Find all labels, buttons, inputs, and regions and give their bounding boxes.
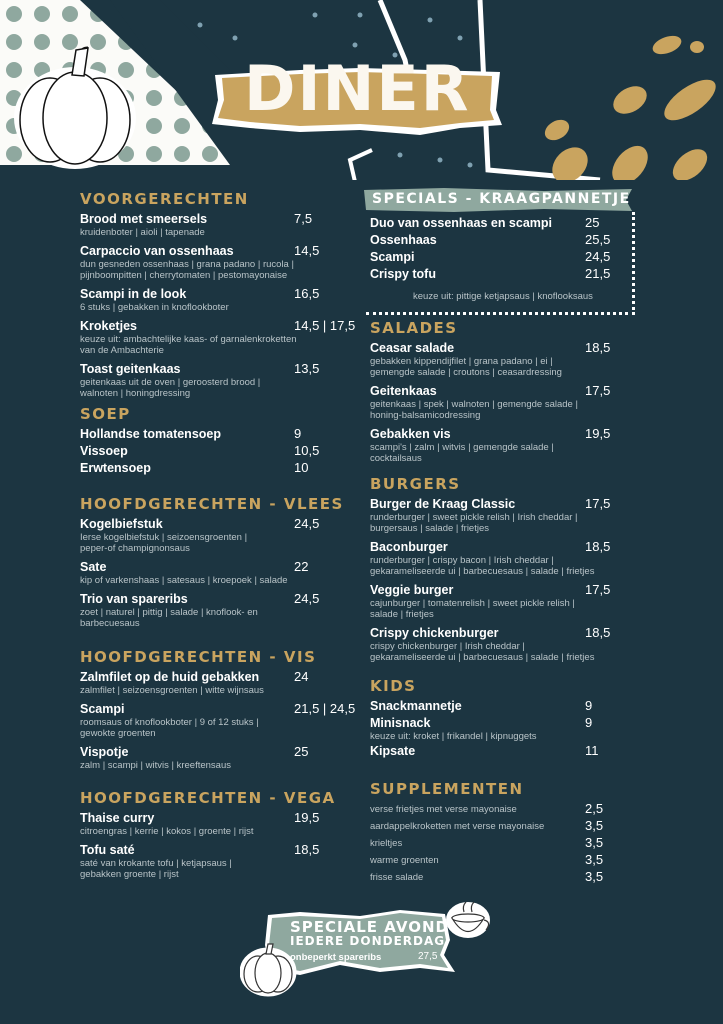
item-price: 22 <box>294 559 309 574</box>
menu-item <box>80 842 360 880</box>
menu-item <box>370 539 650 577</box>
item-description: 6 stuks | gebakken in knoflookboter <box>80 302 229 313</box>
item-name: verse frietjes met verse mayonaise <box>370 804 517 815</box>
item-price: 19,5 <box>585 426 611 441</box>
item-description: zalm | scampi | witvis | kreeftensaus <box>80 760 232 771</box>
item-price: 18,5 <box>585 625 611 640</box>
menu-item <box>370 625 650 663</box>
item-price: 14,5 | 17,5 <box>294 318 356 333</box>
menu-item <box>370 869 650 886</box>
menu-item <box>80 559 360 586</box>
item-price: 21,5 <box>585 266 611 281</box>
item-description: zoet | naturel | pittig | salade | knoflook- en <box>80 607 258 618</box>
menu-item <box>370 715 650 742</box>
section-burgers <box>370 475 650 668</box>
item-name: Sate <box>80 560 107 574</box>
menu-item <box>80 669 360 696</box>
menu-item <box>80 516 360 554</box>
item-description: peper-of champignonsaus <box>80 543 190 554</box>
section-title: SOEP <box>80 405 131 423</box>
item-name: Crispy tofu <box>370 267 436 281</box>
item-name: Burger de Kraag Classic <box>370 497 516 511</box>
item-price: 9 <box>585 698 593 713</box>
section-title: BURGERS <box>370 475 461 493</box>
item-name: Kroketjes <box>80 319 137 333</box>
item-description: crispy chickenburger | Irish cheddar | <box>370 641 525 652</box>
item-price: 21,5 | 24,5 <box>294 701 356 716</box>
item-name: Carpaccio van ossenhaas <box>80 244 234 258</box>
item-description: geitenkaas uit de oven | geroosterd brood | <box>80 377 261 388</box>
menu-item <box>370 852 650 869</box>
specials-section <box>370 215 650 283</box>
section-title: HOOFDGERECHTEN - VEGA <box>80 789 336 807</box>
item-price: 10 <box>294 460 309 475</box>
page-title: DINER <box>244 52 471 125</box>
item-price: 25 <box>585 215 600 230</box>
item-description: honing-balsamicodressing <box>370 410 481 421</box>
item-price: 9 <box>294 426 302 441</box>
item-name: frisse salade <box>370 872 424 883</box>
item-price: 17,5 <box>585 383 611 398</box>
cup-icon <box>448 902 489 936</box>
menu-item <box>370 835 650 852</box>
banner-price: 27,5 <box>418 951 438 962</box>
item-description: kruidenboter | aioli | tapenade <box>80 227 205 238</box>
section-hoofdgerechten-vis <box>80 648 360 776</box>
item-name: Vispotje <box>80 745 129 759</box>
item-description: gebakken kippendijfilet | grana padano | ei | <box>370 356 553 367</box>
item-description: keuze uit: kroket | frikandel | kipnuggets <box>370 731 537 742</box>
section-hoofdgerechten-vlees <box>80 495 360 634</box>
item-name: Geitenkaas <box>370 384 437 398</box>
item-name: Baconburger <box>370 540 448 554</box>
menu-item <box>370 496 650 534</box>
menu-item <box>370 818 650 835</box>
section-soep <box>80 405 360 477</box>
section-title: SUPPLEMENTEN <box>370 780 524 798</box>
banner-title: SPECIALE AVOND <box>290 918 449 936</box>
item-price: 17,5 <box>585 496 611 511</box>
menu-item <box>370 743 650 759</box>
item-description: pijnboompitten | cherrytomaten | pestomayonaise <box>80 270 288 281</box>
item-name: Minisnack <box>370 716 431 730</box>
section-voorgerechten <box>80 190 360 404</box>
item-description: citroengras | kerrie | kokos | groente | rijst <box>80 826 254 837</box>
item-description: gekarameliseerde ui | barbecuesaus | salade | frietjes <box>370 652 595 663</box>
menu-item <box>370 249 650 265</box>
section-title: SALADES <box>370 319 458 337</box>
section-kids <box>370 677 650 760</box>
item-name: Hollandse tomatensoep <box>80 427 221 441</box>
item-description: zalmfilet | seizoensgroenten | witte wijnsaus <box>80 685 264 696</box>
menu-item <box>80 460 360 476</box>
item-name: aardappelkroketten met verse mayonaise <box>370 821 545 832</box>
section-title: HOOFDGERECHTEN - VIS <box>80 648 317 666</box>
item-description: gebakken groente | rijst <box>80 869 179 880</box>
section-salades <box>370 319 650 469</box>
menu-item <box>370 232 650 248</box>
item-price: 16,5 <box>294 286 320 301</box>
item-name: Kogelbiefstuk <box>80 517 163 531</box>
item-description: geitenkaas | spek | walnoten | gemengde salade | <box>370 399 578 410</box>
item-name: Veggie burger <box>370 583 454 597</box>
item-description: roomsaus of knoflookboter | 9 of 12 stuks | <box>80 717 259 728</box>
menu-item <box>80 744 360 771</box>
menu-item <box>80 701 360 739</box>
item-name: Gebakken vis <box>370 427 451 441</box>
item-description: runderburger | sweet pickle relish | Irish cheddar | <box>370 512 578 523</box>
section-supplementen <box>370 780 650 886</box>
item-description: runderburger | crispy bacon | Irish cheddar | <box>370 555 554 566</box>
item-price: 3,5 <box>585 852 604 867</box>
specials-title: SPECIALS - KRAAGPANNETJE <box>372 191 631 207</box>
menu-item <box>370 698 650 714</box>
item-price: 24,5 <box>294 516 320 531</box>
item-name: Ossenhaas <box>370 233 437 247</box>
menu-item <box>80 443 360 459</box>
item-description: salade | frietjes <box>370 609 434 620</box>
item-name: Vissoep <box>80 444 128 458</box>
item-price: 24 <box>294 669 309 684</box>
item-price: 18,5 <box>585 539 611 554</box>
item-description: scampi's | zalm | witvis | gemengde salade | <box>370 442 554 453</box>
item-price: 2,5 <box>585 801 604 816</box>
item-description: Ierse kogelbiefstuk | seizoensgroenten | <box>80 532 248 543</box>
item-price: 11 <box>585 743 599 758</box>
item-description: kip of varkenshaas | satesaus | kroepoek | salade <box>80 575 288 586</box>
item-price: 25 <box>294 744 309 759</box>
item-name: Zalmfilet op de huid gebakken <box>80 670 260 684</box>
section-title: VOORGERECHTEN <box>80 190 249 208</box>
banner-item: onbeperkt spareribs <box>290 952 382 963</box>
item-description: dun gesneden ossenhaas | grana padano | rucola | <box>80 259 294 270</box>
item-name: krieltjes <box>370 838 403 849</box>
menu-item <box>80 810 360 837</box>
item-description: gewokte groenten <box>80 728 156 739</box>
item-description: barbecuesaus <box>80 618 140 629</box>
menu-item <box>370 801 650 818</box>
item-name: Erwtensoep <box>80 461 151 475</box>
item-name: Scampi in de look <box>80 287 187 301</box>
item-description: cocktailsaus <box>370 453 422 464</box>
item-name: Brood met smeersels <box>80 212 208 226</box>
specials-note: keuze uit: pittige ketjapsaus | knoflooksaus <box>413 291 593 302</box>
menu-item <box>80 286 360 313</box>
menu-item <box>80 243 360 281</box>
item-name: Tofu saté <box>80 843 135 857</box>
item-name: Thaise curry <box>80 811 155 825</box>
item-name: Ceasar salade <box>370 341 455 355</box>
item-price: 3,5 <box>585 818 604 833</box>
item-price: 17,5 <box>585 582 611 597</box>
item-price: 7,5 <box>294 211 313 226</box>
menu-item <box>370 383 650 421</box>
menu-item <box>370 426 650 464</box>
item-name: Toast geitenkaas <box>80 362 181 376</box>
menu-item <box>80 591 360 629</box>
specials-header <box>364 188 632 212</box>
item-description: walnoten | honingdressing <box>80 388 191 399</box>
item-price: 3,5 <box>585 835 604 850</box>
item-name: Scampi <box>80 702 125 716</box>
item-name: Snackmannetje <box>370 699 462 713</box>
item-name: Crispy chickenburger <box>370 626 499 640</box>
item-description: gekarameliseerde ui | barbecuesaus | salade | frietjes <box>370 566 595 577</box>
item-price: 13,5 <box>294 361 320 376</box>
item-price: 14,5 <box>294 243 320 258</box>
item-price: 10,5 <box>294 443 320 458</box>
item-name: warme groenten <box>370 855 439 866</box>
item-name: Duo van ossenhaas en scampi <box>370 216 553 230</box>
menu-item <box>80 426 360 442</box>
menu-item <box>370 582 650 620</box>
item-name: Trio van spareribs <box>80 592 188 606</box>
item-price: 3,5 <box>585 869 604 884</box>
section-hoofdgerechten-vega <box>80 789 360 885</box>
menu-item <box>80 318 360 356</box>
item-price: 19,5 <box>294 810 320 825</box>
section-title: KIDS <box>370 677 417 695</box>
item-description: burgersaus | salade | frietjes <box>370 523 489 534</box>
item-price: 25,5 <box>585 232 611 247</box>
item-price: 18,5 <box>585 340 611 355</box>
item-price: 24,5 <box>294 591 320 606</box>
item-name: Kipsate <box>370 744 416 758</box>
item-description: van de Ambachterie <box>80 345 164 356</box>
menu-item <box>80 211 360 238</box>
item-description: keuze uit: ambachtelijke kaas- of garnalenkroketten <box>80 334 297 345</box>
item-price: 24,5 <box>585 249 611 264</box>
item-description: cajunburger | tomatenrelish | sweet pickle relish | <box>370 598 575 609</box>
item-description: saté van krokante tofu | ketjapsaus | <box>80 858 232 869</box>
item-price: 18,5 <box>294 842 320 857</box>
menu-item <box>370 340 650 378</box>
menu-item <box>370 266 650 282</box>
section-title: HOOFDGERECHTEN - VLEES <box>80 495 344 513</box>
item-name: Scampi <box>370 250 415 264</box>
banner-subtitle: IEDERE DONDERDAG <box>290 934 446 948</box>
item-price: 9 <box>585 715 593 730</box>
menu-item <box>80 361 360 399</box>
menu-item <box>370 215 650 231</box>
item-description: gemengde salade | croutons | ceasardressing <box>370 367 562 378</box>
